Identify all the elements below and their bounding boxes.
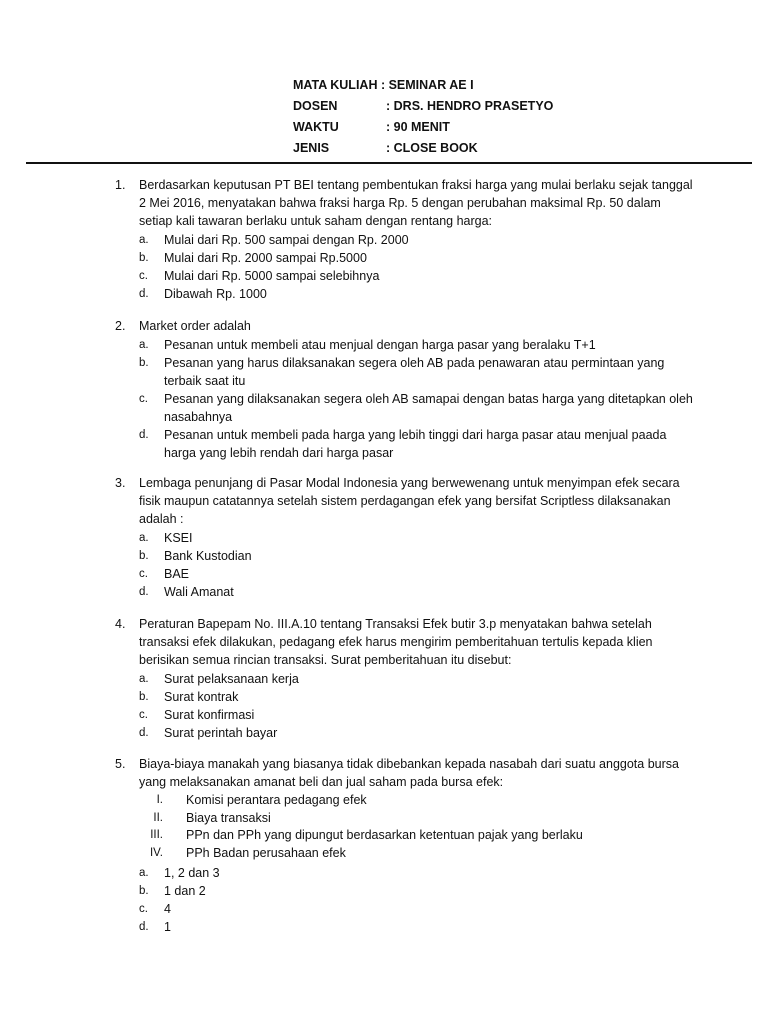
statement-list <box>115 792 695 863</box>
option-letter: c. <box>139 709 148 721</box>
question-body: Biaya-biaya manakah yang biasanya tidak dibebankan kepada nasabah dari suatu anggota bursa yang melaksanakan amanat beli dan jual saham pada bursa efek: <box>139 757 679 789</box>
option-letter: a. <box>139 866 149 879</box>
option-letter: c. <box>139 902 148 915</box>
option-text: 1 <box>164 919 171 934</box>
option-letter: d. <box>139 920 149 933</box>
option-letter: a. <box>139 673 149 685</box>
option-text: Mulai dari Rp. 2000 sampai Rp.5000 <box>164 251 367 265</box>
header-value: : 90 MENIT <box>386 120 450 134</box>
option-text: KSEI <box>164 531 193 545</box>
header-label: JENIS <box>293 141 330 155</box>
header-row-lecturer <box>293 96 713 117</box>
option-item <box>115 354 695 390</box>
option-list <box>115 231 695 303</box>
option-text: BAE <box>164 567 190 581</box>
header-divider <box>26 162 752 164</box>
statement-text: PPh Badan perusahaan efek <box>186 846 346 861</box>
option-letter: b. <box>139 550 149 562</box>
statement-numeral: IV. <box>149 847 163 860</box>
option-letter: a. <box>139 339 149 351</box>
option-text: Surat kontrak <box>164 690 239 704</box>
question-2 <box>115 317 695 462</box>
option-text: Dibawah Rp. 1000 <box>164 287 267 301</box>
option-letter: d. <box>139 429 149 441</box>
statement-item <box>115 792 695 810</box>
option-item <box>115 670 695 688</box>
option-letter: c. <box>139 393 148 405</box>
question-number: 1. <box>115 178 126 192</box>
statement-text: Biaya transaksi <box>186 810 271 825</box>
header-label: WAKTU <box>293 120 339 134</box>
option-item <box>115 249 695 267</box>
question-body: Peraturan Bapepam No. III.A.10 tentang Transaksi Efek butir 3.p menyatakan bahwa setelah transaksi efek dilakukan, pedagang efek harus mengirim pemberitahuan tertulis kepada klien berisikan semua rincian transaksi. Surat pemberitahuan itu disebut: <box>139 617 653 667</box>
statement-numeral: I. <box>156 794 163 806</box>
option-item <box>115 547 695 565</box>
question-body: Market order adalah <box>139 319 251 333</box>
question-3 <box>115 474 695 601</box>
option-text: Pesanan yang dilaksanakan segera oleh AB samapai dengan batas harga yang ditetapkan oleh nasabahnya <box>164 392 693 424</box>
option-item <box>115 529 695 547</box>
option-list <box>115 336 695 462</box>
option-text: Wali Amanat <box>164 585 234 599</box>
option-item <box>115 336 695 354</box>
header-value: : DRS. HENDRO PRASETYO <box>386 99 554 113</box>
question-number: 5. <box>115 757 126 771</box>
question-text <box>115 176 695 230</box>
option-letter: b. <box>139 884 149 897</box>
question-text <box>115 615 695 669</box>
option-text: 1, 2 dan 3 <box>164 865 220 880</box>
option-item <box>115 231 695 249</box>
option-text: Pesanan untuk membeli pada harga yang lebih tinggi dari harga pasar atau menjual paada harga yang lebih rendah dari harga pasar <box>164 428 667 460</box>
question-number: 4. <box>115 617 126 631</box>
question-body: Berdasarkan keputusan PT BEI tentang pembentukan fraksi harga yang mulai berlaku sejak tanggal 2 Mei 2016, menyatakan bahwa fraksi harga Rp. 5 dengan perubahan maksimal Rp. 50 dalam setiap kali tawaran berlaku untuk saham dengan rentang harga: <box>139 178 693 228</box>
option-list <box>115 529 695 601</box>
statement-item <box>115 845 695 863</box>
question-text <box>115 474 695 528</box>
question-5 <box>115 755 695 936</box>
header-course: MATA KULIAH : SEMINAR AE I <box>293 78 474 92</box>
option-list <box>115 864 695 936</box>
option-text: Surat konfirmasi <box>164 708 255 722</box>
option-item <box>115 882 695 900</box>
option-text: Surat perintah bayar <box>164 726 278 740</box>
option-letter: b. <box>139 691 149 703</box>
option-letter: b. <box>139 357 149 369</box>
option-item <box>115 900 695 918</box>
question-body: Lembaga penunjang di Pasar Modal Indonesia yang berwewenang untuk menyimpan efek secara fisik maupun catatannya setelah sistem perdagangan efek yang bersifat Scriptless dilaksanakan adalah : <box>139 476 680 526</box>
statement-text: PPn dan PPh yang dipungut berdasarkan ketentuan pajak yang berlaku <box>186 828 583 843</box>
option-letter: c. <box>139 270 148 282</box>
question-text <box>115 317 695 335</box>
option-text: Bank Kustodian <box>164 549 252 563</box>
statement-numeral: II. <box>153 811 163 824</box>
option-text: Mulai dari Rp. 5000 sampai selebihnya <box>164 269 380 283</box>
option-item <box>115 724 695 742</box>
option-letter: d. <box>139 727 149 739</box>
statement-item <box>115 810 695 828</box>
option-item <box>115 688 695 706</box>
statement-numeral: III. <box>150 829 163 842</box>
statement-item <box>115 827 695 845</box>
option-item <box>115 565 695 583</box>
question-number: 3. <box>115 476 126 490</box>
option-text: 4 <box>164 901 171 916</box>
question-text <box>115 755 695 791</box>
question-4 <box>115 615 695 742</box>
exam-header <box>293 75 713 159</box>
option-letter: a. <box>139 532 149 544</box>
option-item <box>115 426 695 462</box>
option-item <box>115 267 695 285</box>
option-text: Pesanan yang harus dilaksanakan segera oleh AB pada penawaran atau permintaan yang terbaik saat itu <box>164 356 665 388</box>
option-letter: d. <box>139 586 149 598</box>
question-1 <box>115 176 695 303</box>
option-text: Mulai dari Rp. 500 sampai dengan Rp. 2000 <box>164 233 409 247</box>
option-text: Pesanan untuk membeli atau menjual dengan harga pasar yang beralaku T+1 <box>164 338 596 352</box>
option-item <box>115 390 695 426</box>
option-list <box>115 670 695 742</box>
option-item <box>115 864 695 882</box>
option-item <box>115 583 695 601</box>
header-row-time <box>293 117 713 138</box>
option-letter: a. <box>139 234 149 246</box>
option-letter: b. <box>139 252 149 264</box>
option-item <box>115 285 695 303</box>
option-text: 1 dan 2 <box>164 883 206 898</box>
statement-text: Komisi perantara pedagang efek <box>186 793 367 807</box>
option-item <box>115 918 695 936</box>
header-label: DOSEN <box>293 99 338 113</box>
header-value: : CLOSE BOOK <box>386 141 478 155</box>
option-text: Surat pelaksanaan kerja <box>164 672 299 686</box>
header-row-course <box>293 75 713 96</box>
header-row-type <box>293 138 713 159</box>
option-item <box>115 706 695 724</box>
option-letter: d. <box>139 288 149 300</box>
option-letter: c. <box>139 568 148 580</box>
question-number: 2. <box>115 319 126 333</box>
